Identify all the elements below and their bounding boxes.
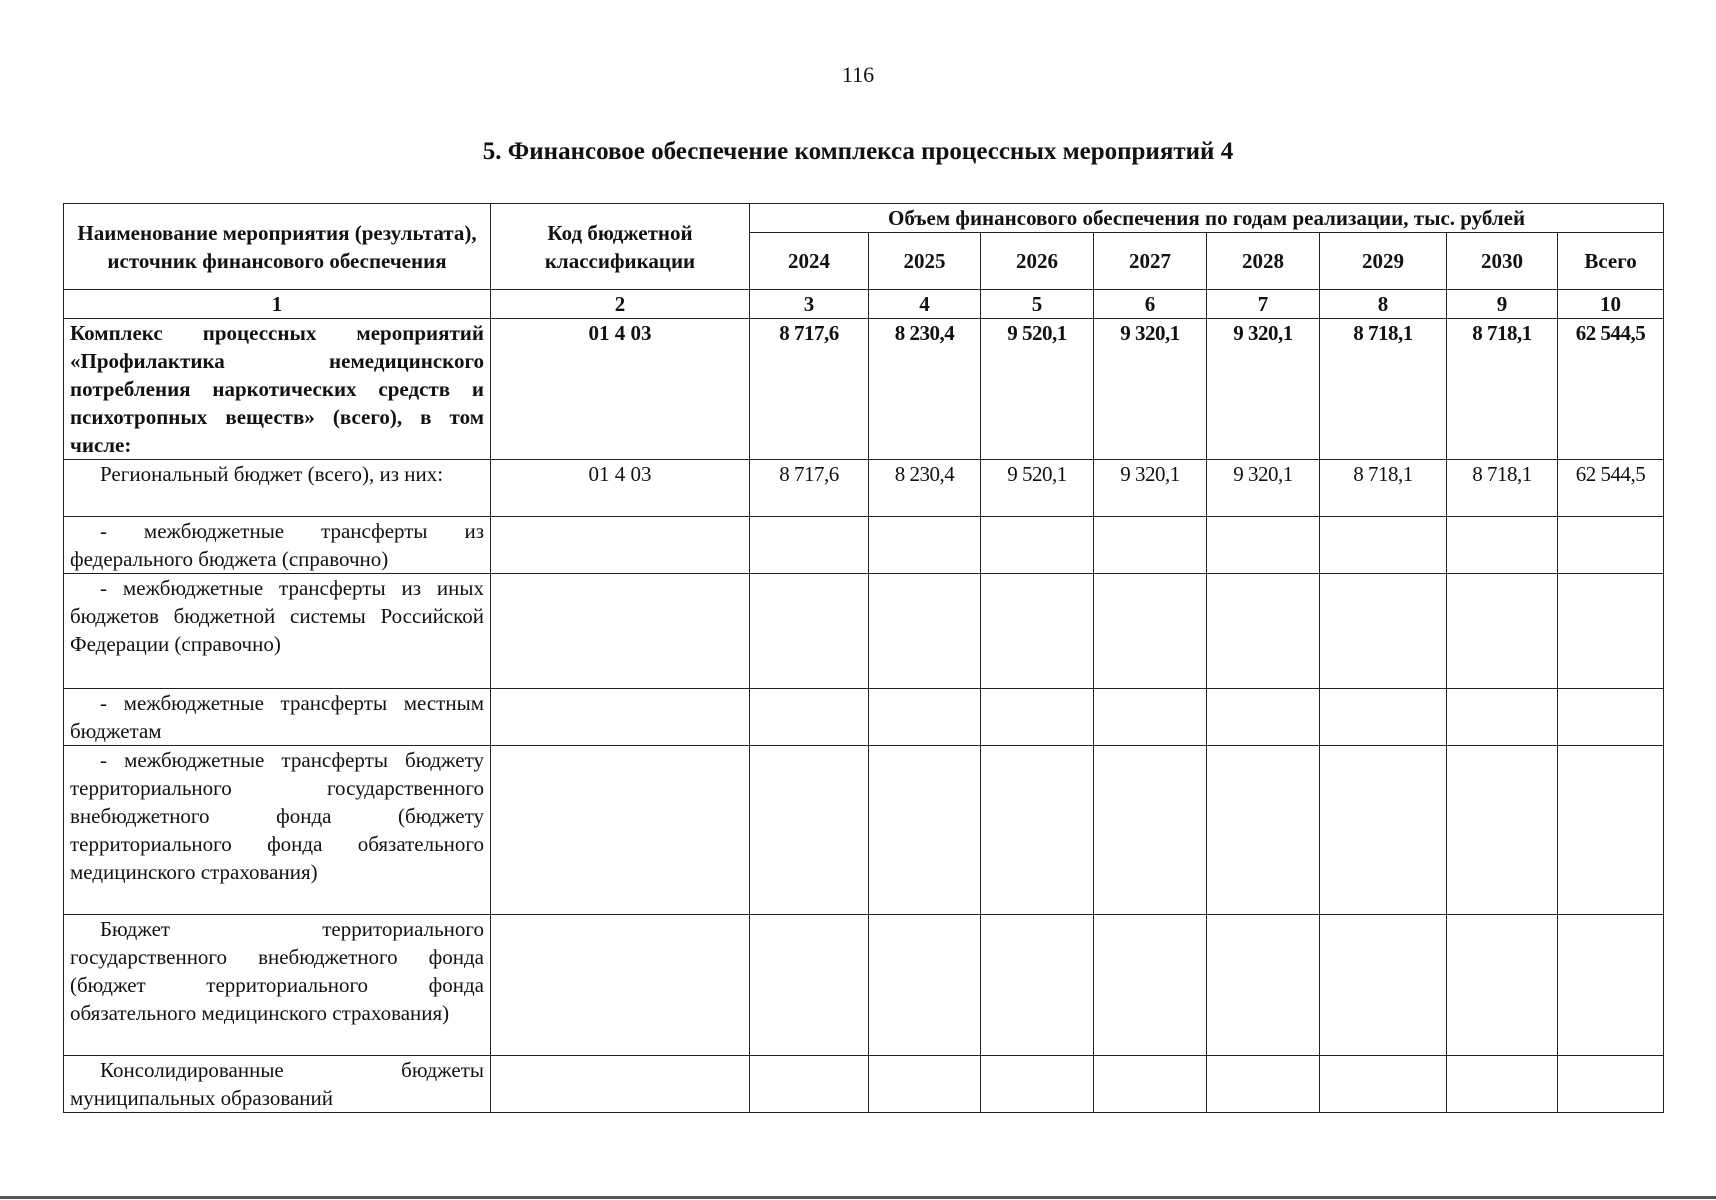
value-cell	[1320, 517, 1447, 574]
value-cell: 62 544,5	[1558, 319, 1664, 460]
header-year: 2027	[1094, 233, 1207, 290]
row-name: Консолидированные бюджеты муниципальных образований	[64, 1056, 491, 1113]
value-cell	[1447, 517, 1558, 574]
document-title: 5. Финансовое обеспечение комплекса процессных мероприятий 4	[482, 138, 1234, 165]
value-cell: 8 718,1	[1320, 319, 1447, 460]
value-cell	[1094, 746, 1207, 915]
table-row	[64, 517, 1664, 574]
value-cell	[750, 574, 869, 689]
column-number: 4	[869, 290, 981, 319]
column-number: 7	[1207, 290, 1320, 319]
value-cell: 8 717,6	[750, 460, 869, 517]
value-cell	[1447, 1056, 1558, 1113]
value-cell	[981, 746, 1094, 915]
header-total: Всего	[1558, 233, 1664, 290]
value-cell	[750, 746, 869, 915]
value-cell: 9 320,1	[1094, 319, 1207, 460]
value-cell	[869, 517, 981, 574]
value-cell	[1320, 574, 1447, 689]
value-cell	[1207, 574, 1320, 689]
value-cell	[1320, 746, 1447, 915]
header-year: 2030	[1447, 233, 1558, 290]
value-cell: 9 320,1	[1207, 319, 1320, 460]
page-number: 116	[841, 62, 875, 87]
value-cell	[1558, 517, 1664, 574]
row-name: - межбюджетные трансферты из федерального бюджета (справочно)	[64, 517, 491, 574]
value-cell: 8 230,4	[869, 319, 981, 460]
value-cell	[981, 1056, 1094, 1113]
value-cell	[1320, 1056, 1447, 1113]
header-year: 2026	[981, 233, 1094, 290]
row-code	[491, 1056, 750, 1113]
value-cell	[1447, 915, 1558, 1056]
value-cell: 8 230,4	[869, 460, 981, 517]
table-row	[64, 689, 1664, 746]
table-row	[64, 460, 1664, 517]
value-cell	[869, 915, 981, 1056]
value-cell: 8 718,1	[1447, 319, 1558, 460]
row-name: Комплекс процессных мероприятий «Профилактика немедицинского потребления наркотических средств и психотропных веществ» (всего), в том числе:	[64, 319, 491, 460]
value-cell	[1094, 915, 1207, 1056]
value-cell	[981, 517, 1094, 574]
column-number: 6	[1094, 290, 1207, 319]
row-code: 01 4 03	[491, 319, 750, 460]
value-cell	[1207, 915, 1320, 1056]
row-name: Бюджет территориального государственного внебюджетного фонда (бюджет территориального фонда обязательного медицинского страхования)	[64, 915, 491, 1056]
header-code: Код бюджетной классификации	[491, 204, 750, 290]
header-volume: Объем финансового обеспечения по годам реализации, тыс. рублей	[750, 204, 1664, 233]
value-cell	[1207, 746, 1320, 915]
value-cell: 9 520,1	[981, 319, 1094, 460]
value-cell	[869, 1056, 981, 1113]
row-code	[491, 915, 750, 1056]
row-name: - межбюджетные трансферты бюджету территориального государственного внебюджетного фонда (бюджету территориального фонда обязательного медицинского страхования)	[64, 746, 491, 915]
value-cell	[750, 689, 869, 746]
table-row	[64, 574, 1664, 689]
table-row	[64, 915, 1664, 1056]
column-number: 10	[1558, 290, 1664, 319]
value-cell: 8 718,1	[1447, 460, 1558, 517]
scan-edge-line	[0, 1196, 1716, 1199]
value-cell	[981, 915, 1094, 1056]
value-cell	[869, 746, 981, 915]
value-cell	[1094, 517, 1207, 574]
column-number: 2	[491, 290, 750, 319]
value-cell	[750, 1056, 869, 1113]
value-cell	[1558, 746, 1664, 915]
table-row	[64, 319, 1664, 460]
value-cell	[1558, 689, 1664, 746]
header-year: 2024	[750, 233, 869, 290]
value-cell: 8 718,1	[1320, 460, 1447, 517]
column-number: 3	[750, 290, 869, 319]
value-cell	[1320, 689, 1447, 746]
value-cell	[869, 574, 981, 689]
row-name: - межбюджетные трансферты из иных бюджетов бюджетной системы Российской Федерации (справочно)	[64, 574, 491, 689]
value-cell	[750, 517, 869, 574]
row-code	[491, 574, 750, 689]
header-year: 2029	[1320, 233, 1447, 290]
value-cell	[1207, 689, 1320, 746]
value-cell	[1447, 746, 1558, 915]
value-cell: 9 320,1	[1207, 460, 1320, 517]
value-cell: 62 544,5	[1558, 460, 1664, 517]
column-number-row	[64, 290, 1664, 319]
financing-table	[63, 203, 1664, 1113]
row-code: 01 4 03	[491, 460, 750, 517]
column-number: 9	[1447, 290, 1558, 319]
value-cell	[1094, 574, 1207, 689]
value-cell	[750, 915, 869, 1056]
value-cell	[1558, 915, 1664, 1056]
row-name: Региональный бюджет (всего), из них:	[64, 460, 491, 517]
table-row	[64, 746, 1664, 915]
value-cell	[1558, 574, 1664, 689]
row-code	[491, 689, 750, 746]
value-cell	[1094, 1056, 1207, 1113]
value-cell	[1447, 574, 1558, 689]
row-code	[491, 517, 750, 574]
table-row	[64, 1056, 1664, 1113]
value-cell	[1207, 1056, 1320, 1113]
value-cell: 9 520,1	[981, 460, 1094, 517]
value-cell	[981, 574, 1094, 689]
column-number: 1	[64, 290, 491, 319]
row-code	[491, 746, 750, 915]
value-cell	[981, 689, 1094, 746]
value-cell	[1207, 517, 1320, 574]
value-cell: 8 717,6	[750, 319, 869, 460]
row-name: - межбюджетные трансферты местным бюджетам	[64, 689, 491, 746]
value-cell	[1094, 689, 1207, 746]
value-cell	[869, 689, 981, 746]
value-cell	[1447, 689, 1558, 746]
value-cell	[1320, 915, 1447, 1056]
header-year: 2028	[1207, 233, 1320, 290]
header-year: 2025	[869, 233, 981, 290]
header-name: Наименование мероприятия (результата), источник финансового обеспечения	[64, 204, 491, 290]
column-number: 8	[1320, 290, 1447, 319]
value-cell: 9 320,1	[1094, 460, 1207, 517]
value-cell	[1558, 1056, 1664, 1113]
column-number: 5	[981, 290, 1094, 319]
